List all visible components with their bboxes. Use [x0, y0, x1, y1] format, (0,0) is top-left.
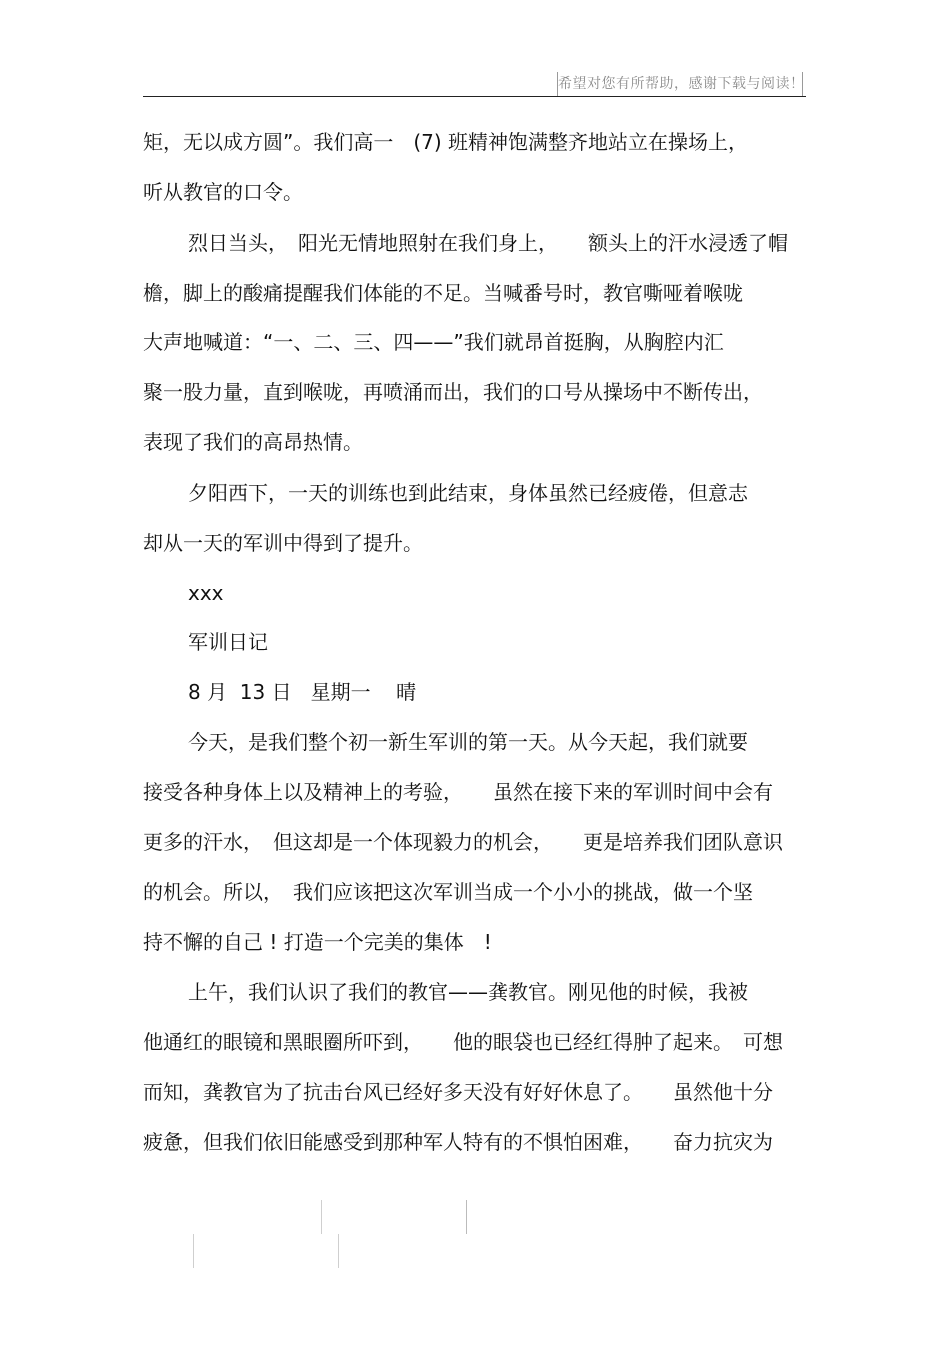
scan-artifact-line: [338, 1234, 339, 1268]
header-banner: 希望对您有所帮助，感谢下载与阅读！: [557, 72, 803, 96]
header-rule: [143, 96, 806, 97]
text-line: 的机会。所以， 我们应该把这次军训当成一个小小的挑战，做一个坚: [143, 880, 753, 904]
text-line: 夕阳西下，一天的训练也到此结束，身体虽然已经疲倦，但意志: [188, 481, 748, 505]
text-line: 上午，我们认识了我们的教官——龚教官。刚见他的时候，我被: [188, 980, 748, 1004]
scan-artifact-line: [193, 1234, 194, 1268]
text-line: 大声地喊道：“一、二、三、四——”我们就昂首挺胸，从胸腔内汇: [143, 330, 724, 354]
text-line: 烈日当头， 阳光无情地照射在我们身上， 额头上的汗水浸透了帽: [188, 231, 788, 255]
text-line: 8 月 13 日 星期一 晴: [188, 680, 417, 704]
text-line: 今天，是我们整个初一新生军训的第一天。从今天起，我们就要: [188, 730, 748, 754]
text-line: xxx: [188, 581, 224, 605]
text-line: 聚一股力量，直到喉咙，再喷涌而出，我们的口号从操场中不断传出，: [143, 380, 763, 404]
scan-artifact-line: [321, 1200, 322, 1234]
text-line: 军训日记: [188, 630, 268, 654]
text-line: 而知，龚教官为了抗击台风已经好多天没有好好休息了。 虽然他十分: [143, 1080, 773, 1104]
text-line: 疲惫，但我们依旧能感受到那种军人特有的不惧怕困难， 奋力抗灾为: [143, 1130, 773, 1154]
text-line: 更多的汗水， 但这却是一个体现毅力的机会， 更是培养我们团队意识: [143, 830, 783, 854]
text-line: 檐，脚上的酸痛提醒我们体能的不足。当喊番号时，教官嘶哑着喉咙: [143, 281, 743, 305]
scan-artifact-line: [466, 1200, 467, 1234]
text-line: 持不懈的自己 ! 打造一个完美的集体 !: [143, 930, 492, 954]
text-line: 矩，无以成方圆”。我们高一 (7) 班精神饱满整齐地站立在操场上，: [143, 130, 749, 154]
text-line: 却从一天的军训中得到了提升。: [143, 531, 423, 555]
text-line: 表现了我们的高昂热情。: [143, 430, 363, 454]
text-line: 他通红的眼镜和黑眼圈所吓到， 他的眼袋也已经红得肿了起来。 可想: [143, 1030, 783, 1054]
text-line: 听从教官的口令。: [143, 180, 303, 204]
text-line: 接受各种身体上以及精神上的考验， 虽然在接下来的军训时间中会有: [143, 780, 773, 804]
